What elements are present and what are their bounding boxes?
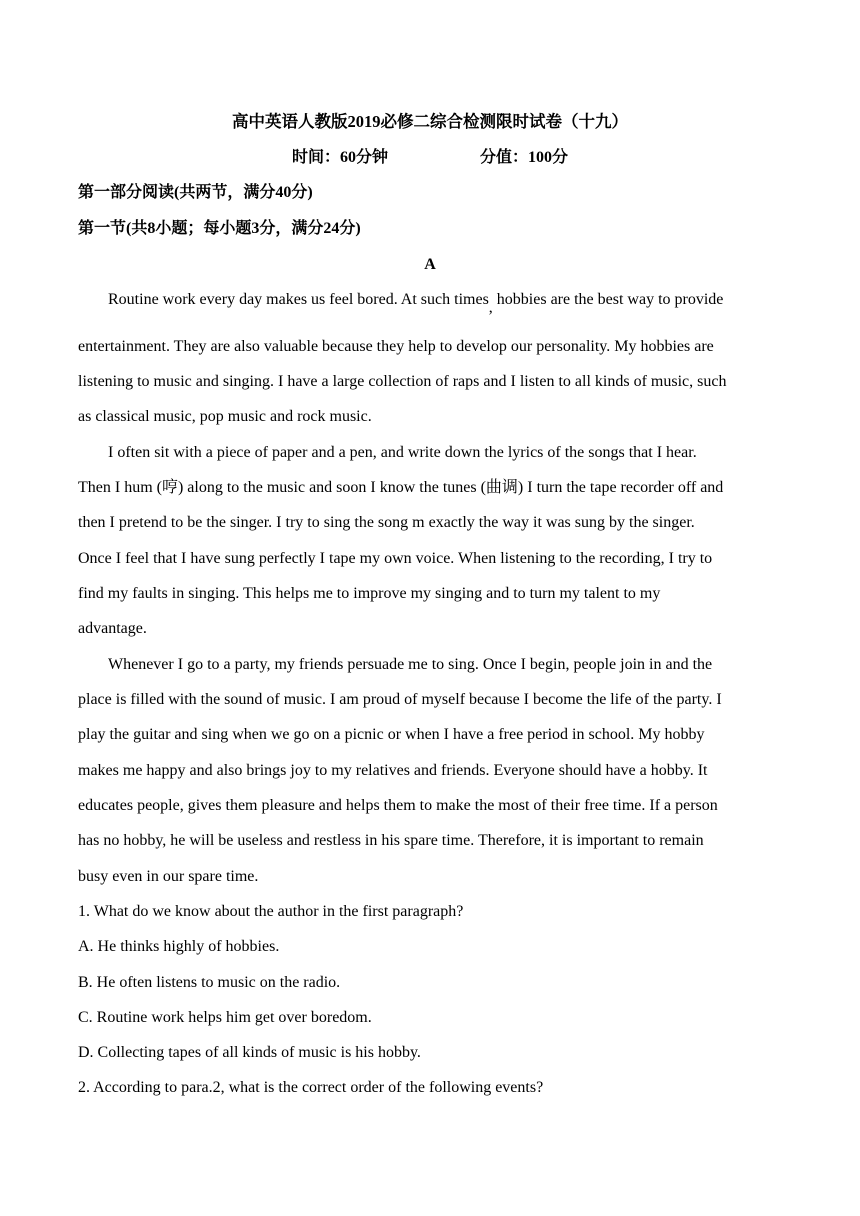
passage-p3-line5: educates people, gives them pleasure and helps them to make the most of their free time. If a person [78, 797, 718, 814]
part-heading: 第一部分阅读(共两节，满分40分) [78, 184, 313, 201]
passage-p2-line5: find my faults in singing. This helps me to improve my singing and to turn my talent to my [78, 585, 661, 602]
question-1-option-a: A. He thinks highly of hobbies. [78, 938, 280, 955]
passage-label: A [424, 256, 436, 273]
passage-p3-line4: makes me happy and also brings joy to my relatives and friends. Everyone should have a hobby. It [78, 762, 708, 779]
passage-p1-line2: entertainment. They are also valuable because they help to develop our personality. My hobbies are [78, 338, 714, 355]
passage-text: hobbies are the best way to provide [492, 291, 724, 308]
question-1-option-c: C. Routine work helps him get over boredom. [78, 1009, 372, 1026]
passage-comma: , [488, 299, 493, 316]
question-1-option-d: D. Collecting tapes of all kinds of music is his hobby. [78, 1044, 421, 1061]
question-1-option-b: B. He often listens to music on the radio. [78, 974, 341, 991]
exam-title: 高中英语人教版2019必修二综合检测限时试卷（十九） [232, 112, 628, 131]
passage-p3-line2: place is filled with the sound of music. I am proud of myself because I become the life of the party. I [78, 691, 722, 708]
passage-p2-line1: I often sit with a piece of paper and a pen, and write down the lyrics of the songs that I hear. [108, 444, 697, 461]
exam-meta [0, 148, 860, 168]
total-score: 分值：100分 [480, 149, 569, 166]
passage-p3-line3: play the guitar and sing when we go on a picnic or when I have a free period in school. My hobby [78, 726, 705, 743]
passage-text: Routine work every day makes us feel bored. At such times [108, 291, 489, 308]
passage-p2-line3: then I pretend to be the singer. I try to sing the song m exactly the way it was sung by the singer. [78, 514, 695, 531]
question-1: 1. What do we know about the author in the first paragraph? [78, 903, 464, 920]
passage-p1-line1 [108, 290, 724, 316]
passage-p3-line1: Whenever I go to a party, my friends persuade me to sing. Once I begin, people join in and the [108, 656, 713, 673]
passage-p1-line4: as classical music, pop music and rock music. [78, 408, 372, 425]
passage-p3-line6: has no hobby, he will be useless and restless in his spare time. Therefore, it is important to remain [78, 832, 704, 849]
passage-p1-line3: listening to music and singing. I have a large collection of raps and I listen to all kinds of music, such [78, 373, 727, 390]
time-limit: 时间：60分钟 [291, 149, 388, 166]
section-heading: 第一节(共8小题；每小题3分，满分24分) [78, 220, 361, 237]
passage-p2-line2: Then I hum (哼) along to the music and soon I know the tunes (曲调) I turn the tape recorder off and [78, 479, 724, 496]
question-2: 2. According to para.2, what is the correct order of the following events? [78, 1079, 544, 1096]
passage-p3-line7: busy even in our spare time. [78, 868, 259, 885]
passage-p2-line4: Once I feel that I have sung perfectly I tape my own voice. When listening to the recording, I try to [78, 550, 713, 567]
passage-p2-line6: advantage. [78, 620, 147, 637]
